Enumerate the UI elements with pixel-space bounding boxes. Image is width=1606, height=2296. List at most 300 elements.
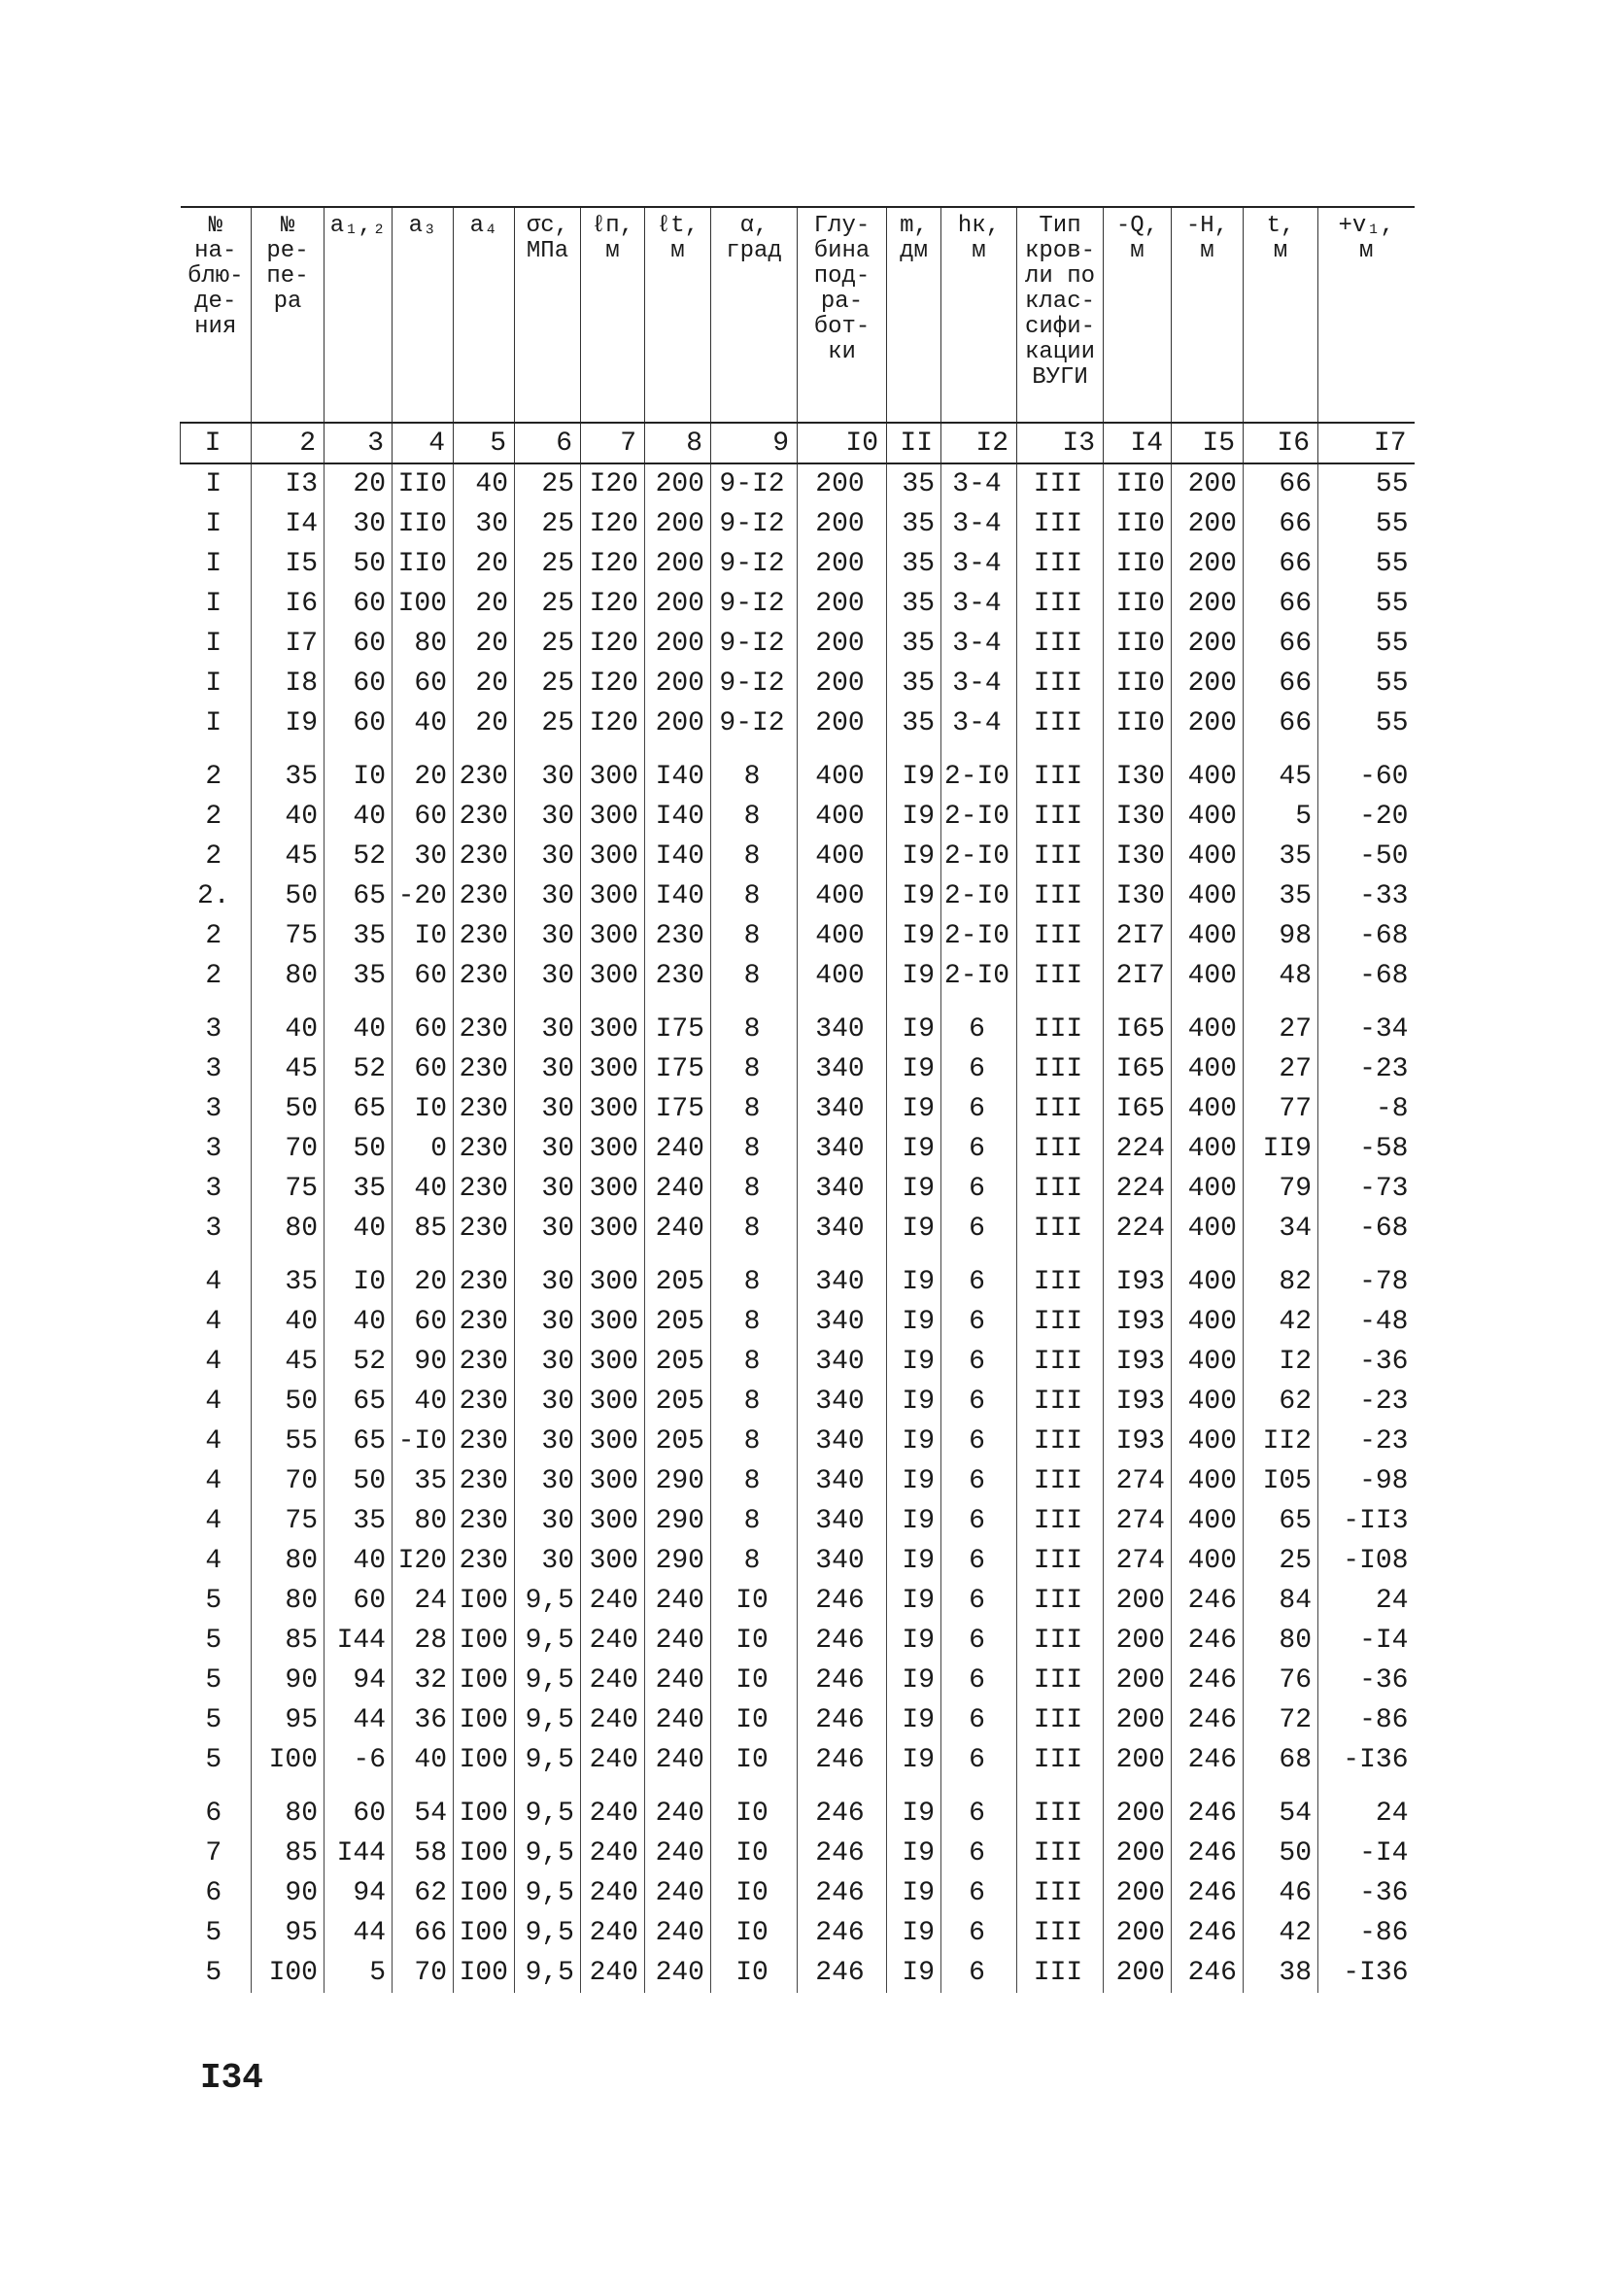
table-cell: 400 bbox=[1172, 916, 1244, 956]
table-cell: 200 bbox=[798, 544, 887, 584]
table-cell: I0 bbox=[711, 1913, 798, 1953]
table-cell: 200 bbox=[798, 624, 887, 664]
table-cell: 35 bbox=[887, 463, 941, 504]
table-cell: I9 bbox=[887, 1342, 941, 1382]
table-cell: 82 bbox=[1244, 1249, 1318, 1302]
column-header-14: -Q, м bbox=[1104, 207, 1172, 423]
table-cell: II0 bbox=[1104, 703, 1172, 743]
table-cell: 6 bbox=[941, 1342, 1017, 1382]
column-number-6: 6 bbox=[515, 423, 581, 463]
table-cell: I6 bbox=[252, 584, 325, 624]
table-cell: 5 bbox=[205, 1958, 222, 1988]
table-cell: I9 bbox=[887, 1461, 941, 1501]
table-cell: 340 bbox=[798, 996, 887, 1049]
table-cell: 6 bbox=[941, 1661, 1017, 1700]
table-cell: 8 bbox=[711, 1169, 798, 1209]
table-cell: -33 bbox=[1318, 876, 1415, 916]
table-cell: 30 bbox=[325, 504, 393, 544]
table-cell: 60 bbox=[393, 996, 454, 1049]
table-cell: I00 bbox=[454, 1740, 515, 1780]
table-cell: 35 bbox=[252, 1249, 325, 1302]
table-cell: -86 bbox=[1318, 1700, 1415, 1740]
column-header-3: a₁,₂ bbox=[325, 207, 393, 423]
table-cell: 80 bbox=[252, 1581, 325, 1621]
table-cell: 4 bbox=[205, 1267, 222, 1297]
table-cell: III bbox=[1017, 1209, 1104, 1249]
table-cell: 90 bbox=[252, 1661, 325, 1700]
table-cell: 20 bbox=[454, 544, 515, 584]
table-cell: 65 bbox=[325, 1382, 393, 1422]
table-cell: -6 bbox=[325, 1740, 393, 1780]
table-cell: -23 bbox=[1318, 1049, 1415, 1089]
table-cell: I9 bbox=[887, 1169, 941, 1209]
table-cell: I bbox=[205, 629, 222, 659]
table-cell: 40 bbox=[393, 703, 454, 743]
table-cell: 68 bbox=[1244, 1740, 1318, 1780]
table-cell: I9 bbox=[887, 797, 941, 837]
table-cell: 95 bbox=[252, 1913, 325, 1953]
table-cell: 90 bbox=[252, 1873, 325, 1913]
table-cell: 200 bbox=[1172, 463, 1244, 504]
table-cell: 65 bbox=[325, 1422, 393, 1461]
table-cell: 230 bbox=[454, 743, 515, 797]
table-cell: 30 bbox=[515, 743, 581, 797]
table-cell: 4 bbox=[205, 1466, 222, 1496]
table-cell: 45 bbox=[252, 1342, 325, 1382]
column-number-row bbox=[181, 423, 1415, 463]
table-cell: 6 bbox=[941, 1089, 1017, 1129]
table-cell: 66 bbox=[1244, 584, 1318, 624]
table-cell: 85 bbox=[252, 1833, 325, 1873]
table-cell: 200 bbox=[798, 504, 887, 544]
table-cell: 400 bbox=[1172, 1501, 1244, 1541]
table-cell: III bbox=[1017, 1541, 1104, 1581]
table-cell: I75 bbox=[645, 1089, 711, 1129]
table-cell: 65 bbox=[325, 876, 393, 916]
table-cell: 246 bbox=[1172, 1913, 1244, 1953]
table-cell: 30 bbox=[515, 1089, 581, 1129]
table-cell: II9 bbox=[1244, 1129, 1318, 1169]
table-row bbox=[181, 837, 1415, 876]
table-cell: 200 bbox=[1104, 1913, 1172, 1953]
table-cell: -20 bbox=[393, 876, 454, 916]
table-cell: 4 bbox=[205, 1546, 222, 1576]
column-number-4: 4 bbox=[393, 423, 454, 463]
table-cell: 300 bbox=[581, 876, 645, 916]
table-row bbox=[181, 1209, 1415, 1249]
table-cell: 8 bbox=[711, 743, 798, 797]
table-cell: 246 bbox=[798, 1873, 887, 1913]
table-cell: 40 bbox=[252, 996, 325, 1049]
table-cell: 8 bbox=[711, 876, 798, 916]
table-row bbox=[181, 1873, 1415, 1913]
column-header-16: t, м bbox=[1244, 207, 1318, 423]
table-cell: I9 bbox=[887, 1249, 941, 1302]
table-cell: 240 bbox=[645, 1621, 711, 1661]
table-cell: 30 bbox=[515, 1129, 581, 1169]
table-cell: I3 bbox=[252, 463, 325, 504]
table-cell: I9 bbox=[887, 1833, 941, 1873]
table-cell: 60 bbox=[325, 1780, 393, 1833]
table-row bbox=[181, 1621, 1415, 1661]
table-cell: III bbox=[1017, 876, 1104, 916]
table-row bbox=[181, 664, 1415, 703]
table-cell: 224 bbox=[1104, 1169, 1172, 1209]
table-row bbox=[181, 504, 1415, 544]
table-cell: 240 bbox=[645, 1661, 711, 1700]
table-cell: 25 bbox=[515, 584, 581, 624]
table-cell: 30 bbox=[515, 1209, 581, 1249]
table-cell: 30 bbox=[515, 1461, 581, 1501]
table-cell: -36 bbox=[1318, 1661, 1415, 1700]
table-cell: -73 bbox=[1318, 1169, 1415, 1209]
table-cell: 60 bbox=[325, 624, 393, 664]
table-cell: 9,5 bbox=[515, 1913, 581, 1953]
table-cell: 40 bbox=[393, 1169, 454, 1209]
table-cell: 44 bbox=[325, 1700, 393, 1740]
table-cell: 205 bbox=[645, 1382, 711, 1422]
table-cell: I9 bbox=[887, 1049, 941, 1089]
table-cell: -68 bbox=[1318, 916, 1415, 956]
table-cell: 2 bbox=[205, 762, 222, 792]
table-cell: 240 bbox=[645, 1833, 711, 1873]
table-cell: 2-I0 bbox=[941, 743, 1017, 797]
observation-data-table bbox=[180, 206, 1415, 1993]
table-cell: I9 bbox=[887, 1873, 941, 1913]
table-cell: III bbox=[1017, 703, 1104, 743]
table-cell: 6 bbox=[941, 1873, 1017, 1913]
table-cell: III bbox=[1017, 1501, 1104, 1541]
table-cell: 224 bbox=[1104, 1209, 1172, 1249]
table-row bbox=[181, 1422, 1415, 1461]
table-cell: 340 bbox=[798, 1461, 887, 1501]
table-cell: 6 bbox=[941, 1700, 1017, 1740]
table-row bbox=[181, 956, 1415, 996]
table-cell: III bbox=[1017, 1461, 1104, 1501]
table-cell: I30 bbox=[1104, 876, 1172, 916]
table-cell: 70 bbox=[252, 1129, 325, 1169]
table-cell: 55 bbox=[1318, 504, 1415, 544]
table-cell: 230 bbox=[454, 996, 515, 1049]
table-cell: I9 bbox=[887, 876, 941, 916]
table-cell: I00 bbox=[454, 1700, 515, 1740]
table-cell: 300 bbox=[581, 956, 645, 996]
table-cell: 20 bbox=[454, 703, 515, 743]
table-cell: 50 bbox=[325, 1461, 393, 1501]
table-cell: 200 bbox=[1172, 624, 1244, 664]
table-cell: 24 bbox=[1318, 1780, 1415, 1833]
table-cell: 400 bbox=[1172, 1342, 1244, 1382]
column-header-1: № на- блю- де- ния bbox=[181, 207, 252, 423]
table-cell: I bbox=[205, 469, 222, 499]
table-cell: III bbox=[1017, 916, 1104, 956]
column-header-5: a₄ bbox=[454, 207, 515, 423]
column-header-2: № ре- пе- ра bbox=[252, 207, 325, 423]
table-cell: 35 bbox=[887, 504, 941, 544]
table-row bbox=[181, 463, 1415, 504]
column-number-12: I2 bbox=[941, 423, 1017, 463]
table-cell: 400 bbox=[798, 797, 887, 837]
table-row bbox=[181, 703, 1415, 743]
table-cell: I9 bbox=[887, 1581, 941, 1621]
table-cell: 200 bbox=[1104, 1833, 1172, 1873]
table-cell: II0 bbox=[1104, 584, 1172, 624]
table-cell: 94 bbox=[325, 1661, 393, 1700]
table-cell: -I08 bbox=[1318, 1541, 1415, 1581]
table-cell: 224 bbox=[1104, 1129, 1172, 1169]
table-cell: I9 bbox=[887, 1129, 941, 1169]
table-cell: 50 bbox=[325, 544, 393, 584]
table-cell: 400 bbox=[1172, 1422, 1244, 1461]
table-cell: 9,5 bbox=[515, 1953, 581, 1993]
table-cell: 30 bbox=[515, 916, 581, 956]
table-cell: 340 bbox=[798, 1501, 887, 1541]
table-cell: 200 bbox=[798, 664, 887, 703]
table-cell: I65 bbox=[1104, 996, 1172, 1049]
table-cell: II0 bbox=[1104, 504, 1172, 544]
table-cell: 240 bbox=[645, 1740, 711, 1780]
table-cell: 40 bbox=[325, 1541, 393, 1581]
table-cell: 75 bbox=[252, 916, 325, 956]
table-cell: 200 bbox=[798, 584, 887, 624]
table-cell: -48 bbox=[1318, 1302, 1415, 1342]
table-cell: I9 bbox=[887, 1740, 941, 1780]
table-cell: 7 bbox=[205, 1838, 222, 1868]
table-cell: I9 bbox=[887, 1541, 941, 1581]
table-cell: III bbox=[1017, 1700, 1104, 1740]
table-cell: I93 bbox=[1104, 1382, 1172, 1422]
table-cell: 9-I2 bbox=[711, 584, 798, 624]
table-cell: II0 bbox=[1104, 544, 1172, 584]
table-cell: 45 bbox=[252, 837, 325, 876]
table-cell: 60 bbox=[393, 797, 454, 837]
table-cell: II0 bbox=[393, 544, 454, 584]
table-cell: 200 bbox=[645, 463, 711, 504]
table-cell: 400 bbox=[1172, 1049, 1244, 1089]
table-cell: 2. bbox=[196, 881, 230, 911]
table-cell: 8 bbox=[711, 1541, 798, 1581]
table-cell: 340 bbox=[798, 1541, 887, 1581]
table-cell: 246 bbox=[1172, 1581, 1244, 1621]
table-cell: -60 bbox=[1318, 743, 1415, 797]
table-cell: 45 bbox=[252, 1049, 325, 1089]
table-cell: II0 bbox=[1104, 624, 1172, 664]
table-cell: 400 bbox=[1172, 1541, 1244, 1581]
table-cell: 300 bbox=[581, 743, 645, 797]
table-cell: 230 bbox=[454, 1382, 515, 1422]
table-cell: I0 bbox=[711, 1833, 798, 1873]
table-cell: I0 bbox=[711, 1661, 798, 1700]
table-cell: 246 bbox=[1172, 1621, 1244, 1661]
table-cell: 8 bbox=[711, 916, 798, 956]
table-cell: 400 bbox=[1172, 1169, 1244, 1209]
table-cell: 6 bbox=[941, 1049, 1017, 1089]
table-cell: 246 bbox=[1172, 1661, 1244, 1700]
table-cell: III bbox=[1017, 624, 1104, 664]
table-cell: I0 bbox=[711, 1621, 798, 1661]
table-cell: I93 bbox=[1104, 1249, 1172, 1302]
table-cell: 66 bbox=[1244, 703, 1318, 743]
table-cell: III bbox=[1017, 1302, 1104, 1342]
table-cell: 300 bbox=[581, 1302, 645, 1342]
table-cell: 200 bbox=[1172, 664, 1244, 703]
table-cell: 9-I2 bbox=[711, 624, 798, 664]
table-cell: 4 bbox=[205, 1387, 222, 1417]
table-cell: 55 bbox=[1318, 703, 1415, 743]
table-cell: 5 bbox=[205, 1626, 222, 1656]
table-cell: 9,5 bbox=[515, 1873, 581, 1913]
table-cell: 230 bbox=[454, 1541, 515, 1581]
table-cell: 8 bbox=[711, 956, 798, 996]
table-cell: 400 bbox=[1172, 956, 1244, 996]
table-cell: 98 bbox=[1244, 916, 1318, 956]
table-cell: 340 bbox=[798, 1382, 887, 1422]
table-cell: 35 bbox=[887, 584, 941, 624]
table-cell: 300 bbox=[581, 1501, 645, 1541]
table-cell: 8 bbox=[711, 996, 798, 1049]
table-cell: I9 bbox=[887, 1953, 941, 1993]
table-row bbox=[181, 1780, 1415, 1833]
table-cell: 62 bbox=[393, 1873, 454, 1913]
table-cell: II0 bbox=[1104, 664, 1172, 703]
table-cell: 20 bbox=[325, 463, 393, 504]
table-cell: 30 bbox=[515, 1049, 581, 1089]
table-cell: 9,5 bbox=[515, 1740, 581, 1780]
table-cell: I9 bbox=[887, 1209, 941, 1249]
table-cell: 200 bbox=[1172, 703, 1244, 743]
table-cell: 25 bbox=[515, 544, 581, 584]
column-number-17: I7 bbox=[1318, 423, 1415, 463]
table-cell: I40 bbox=[645, 837, 711, 876]
table-cell: 274 bbox=[1104, 1541, 1172, 1581]
table-cell: 80 bbox=[252, 956, 325, 996]
table-cell: -68 bbox=[1318, 1209, 1415, 1249]
page-number: I34 bbox=[200, 2058, 263, 2098]
table-cell: 80 bbox=[1244, 1621, 1318, 1661]
table-cell: 9-I2 bbox=[711, 504, 798, 544]
table-cell: 9,5 bbox=[515, 1833, 581, 1873]
table-cell: 290 bbox=[645, 1461, 711, 1501]
table-cell: 30 bbox=[515, 837, 581, 876]
table-cell: 30 bbox=[454, 504, 515, 544]
table-cell: I bbox=[205, 549, 222, 579]
table-cell: -36 bbox=[1318, 1873, 1415, 1913]
table-cell: I9 bbox=[887, 916, 941, 956]
table-cell: 400 bbox=[1172, 743, 1244, 797]
table-cell: 6 bbox=[941, 1953, 1017, 1993]
column-header-15: -H, м bbox=[1172, 207, 1244, 423]
table-cell: I bbox=[205, 589, 222, 619]
table-cell: II0 bbox=[393, 504, 454, 544]
table-cell: I0 bbox=[711, 1700, 798, 1740]
table-cell: 9,5 bbox=[515, 1700, 581, 1740]
table-cell: 340 bbox=[798, 1302, 887, 1342]
table-cell: 54 bbox=[393, 1780, 454, 1833]
table-cell: -I36 bbox=[1318, 1740, 1415, 1780]
table-cell: 200 bbox=[1172, 584, 1244, 624]
table-cell: 246 bbox=[798, 1833, 887, 1873]
table-cell: III bbox=[1017, 1382, 1104, 1422]
column-header-12: hк, м bbox=[941, 207, 1017, 423]
table-cell: 45 bbox=[1244, 743, 1318, 797]
table-cell: 50 bbox=[1244, 1833, 1318, 1873]
table-cell: 9-I2 bbox=[711, 544, 798, 584]
table-cell: 246 bbox=[1172, 1700, 1244, 1740]
table-cell: III bbox=[1017, 1621, 1104, 1661]
table-cell: 230 bbox=[454, 1209, 515, 1249]
table-cell: 5 bbox=[325, 1953, 393, 1993]
table-row bbox=[181, 624, 1415, 664]
table-cell: 42 bbox=[1244, 1913, 1318, 1953]
table-cell: 240 bbox=[645, 1581, 711, 1621]
table-cell: 3-4 bbox=[941, 664, 1017, 703]
table-cell: 230 bbox=[454, 956, 515, 996]
table-cell: 60 bbox=[325, 664, 393, 703]
table-cell: 274 bbox=[1104, 1461, 1172, 1501]
table-cell: 400 bbox=[798, 956, 887, 996]
table-cell: I0 bbox=[711, 1581, 798, 1621]
table-cell: 90 bbox=[393, 1342, 454, 1382]
table-cell: 230 bbox=[454, 1049, 515, 1089]
table-cell: 400 bbox=[1172, 1461, 1244, 1501]
table-cell: 6 bbox=[205, 1799, 222, 1829]
table-cell: 3-4 bbox=[941, 703, 1017, 743]
table-cell: -23 bbox=[1318, 1422, 1415, 1461]
table-cell: I20 bbox=[581, 463, 645, 504]
table-cell: 30 bbox=[515, 797, 581, 837]
table-cell: I05 bbox=[1244, 1461, 1318, 1501]
table-cell: 4 bbox=[205, 1307, 222, 1337]
table-cell: 9,5 bbox=[515, 1621, 581, 1661]
table-cell: 40 bbox=[252, 797, 325, 837]
table-cell: 65 bbox=[1244, 1501, 1318, 1541]
column-number-3: 3 bbox=[325, 423, 393, 463]
table-cell: 400 bbox=[1172, 1209, 1244, 1249]
table-row bbox=[181, 1049, 1415, 1089]
table-cell: 2 bbox=[205, 921, 222, 951]
table-cell: 2I7 bbox=[1104, 956, 1172, 996]
table-cell: 60 bbox=[393, 664, 454, 703]
table-cell: II0 bbox=[1104, 463, 1172, 504]
table-cell: -23 bbox=[1318, 1382, 1415, 1422]
table-cell: 30 bbox=[515, 1342, 581, 1382]
table-cell: 200 bbox=[798, 703, 887, 743]
table-cell: 30 bbox=[515, 1169, 581, 1209]
table-cell: I0 bbox=[325, 1249, 393, 1302]
table-cell: III bbox=[1017, 743, 1104, 797]
table-cell: 6 bbox=[941, 1581, 1017, 1621]
table-cell: I00 bbox=[454, 1953, 515, 1993]
table-cell: 6 bbox=[941, 1382, 1017, 1422]
table-cell: I5 bbox=[252, 544, 325, 584]
column-number-7: 7 bbox=[581, 423, 645, 463]
table-cell: 77 bbox=[1244, 1089, 1318, 1129]
table-cell: 246 bbox=[1172, 1953, 1244, 1993]
table-cell: 76 bbox=[1244, 1661, 1318, 1700]
table-cell: 75 bbox=[252, 1501, 325, 1541]
table-cell: 28 bbox=[393, 1621, 454, 1661]
table-cell: 46 bbox=[1244, 1873, 1318, 1913]
table-cell: 400 bbox=[798, 743, 887, 797]
table-row bbox=[181, 1461, 1415, 1501]
table-cell: I65 bbox=[1104, 1089, 1172, 1129]
table-cell: 66 bbox=[1244, 624, 1318, 664]
table-cell: 30 bbox=[515, 1541, 581, 1581]
table-cell: 52 bbox=[325, 1342, 393, 1382]
table-cell: III bbox=[1017, 1249, 1104, 1302]
table-cell: 200 bbox=[1172, 544, 1244, 584]
table-cell: 6 bbox=[941, 1913, 1017, 1953]
